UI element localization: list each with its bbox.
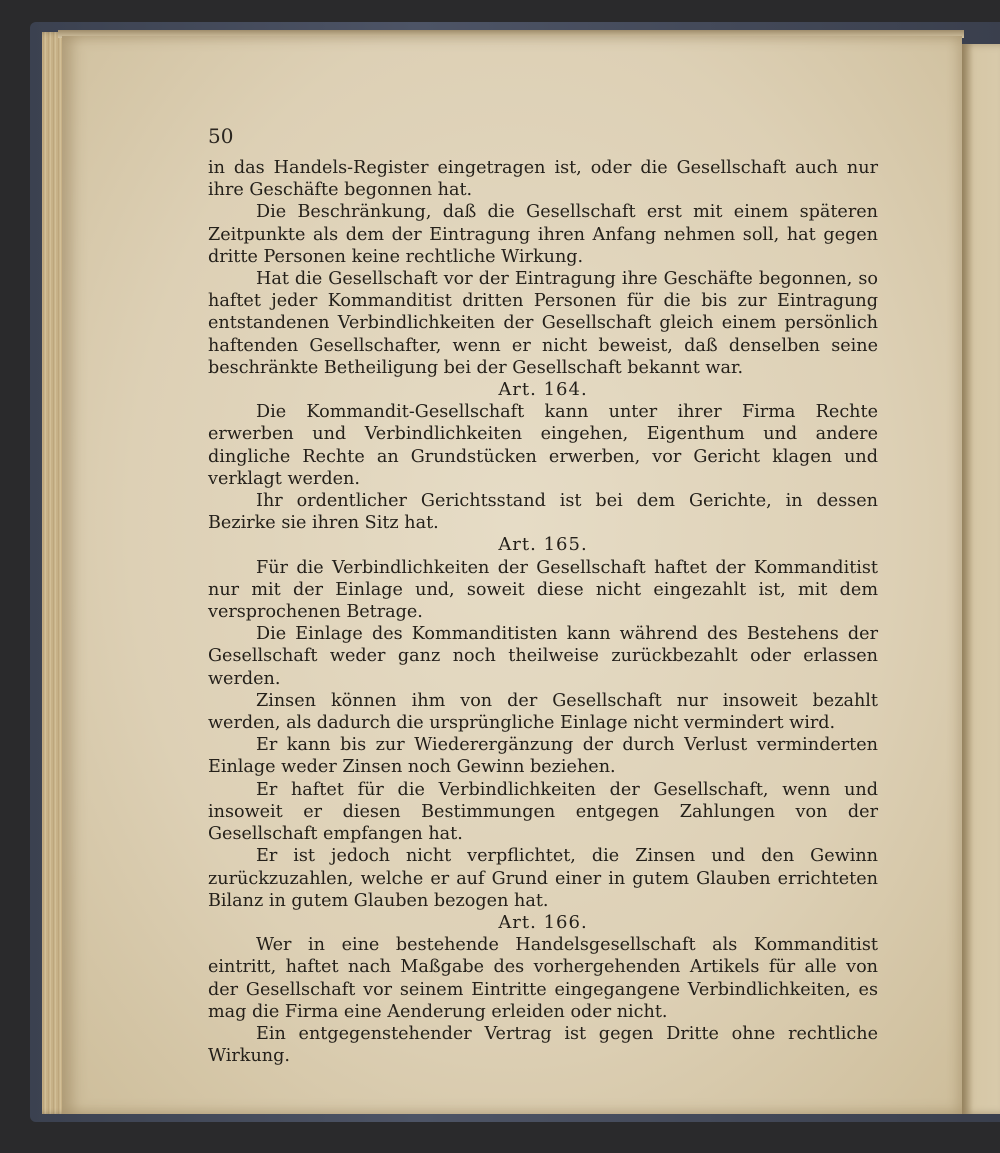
paragraph: Für die Verbindlichkeiten der Gesellschaft haftet der Kommanditist nur mit der Einlage und, soweit diese nicht eingezahlt ist, mit dem versprochenen Betrage. [208,557,878,623]
paragraph: Er ist jedoch nicht verpflichtet, die Zinsen und den Gewinn zurückzuzahlen, welche er auf Grund einer in gutem Glauben errichteten Bilanz in gutem Glauben bezogen hat. [208,846,878,911]
page-number: 50 [208,124,234,148]
paragraph: Er kann bis zur Wiederergänzung der durch Verlust verminderten Einlage weder Zinsen noch Gewinn beziehen. [208,735,878,778]
next-page-edge [962,44,1000,1114]
paragraph: Zinsen können ihm von der Gesellschaft nur insoweit bezahlt werden, als dadurch die ursprüngliche Einlage nicht vermindert wird. [208,690,878,734]
paragraph: Die Einlage des Kommanditisten kann während des Bestehens der Gesellschaft weder ganz noch theilweise zurückbezahlt oder erlassen werden. [208,624,878,689]
paragraph: Die Beschränkung, daß die Gesellschaft erst mit einem späteren Zeitpunkte als dem der Eintragung ihren Anfang nehmen soll, hat gegen dritte Personen keine rechtliche Wirkung. [208,202,878,267]
paragraph: Die Kommandit-Gesellschaft kann unter ihrer Firma Rechte erwerben und Verbindlichkeiten eingehen, Eigenthum und andere dingliche Rechte an Grundstücken erwerben, vor Gericht klagen und verklagt werden. [208,402,878,489]
article-heading-164: Art. 164. [498,379,588,401]
page-text [208,157,878,1067]
paragraph: Wer in eine bestehende Handelsgesellschaft als Kommanditist eintritt, haftet nach Maßgabe des vorhergehenden Artikels für alle von der Gesellschaft vor seinem Eintritte eingegangene Verbindlichkeiten, es mag die Firma eine Aenderung erleiden oder nicht. [208,935,878,1022]
article-heading-165: Art. 165. [498,534,588,556]
paragraph: Hat die Gesellschaft vor der Eintragung ihre Geschäfte begonnen, so haftet jeder Kommanditist dritten Personen für die bis zur Eintragung entstandenen Verbindlichkeiten der Gesellschaft gleich einem persönlich haftenden Gesellschafter, wenn er nicht beweist, daß denselben seine beschränkte Betheiligung bei der Gesellschaft bekannt war. [208,269,878,378]
paragraph: Ihr ordentlicher Gerichtsstand ist bei dem Gerichte, in dessen Bezirke sie ihren Sitz hat. [208,491,878,534]
article-heading-166: Art. 166. [498,911,588,933]
paragraph: Ein entgegenstehender Vertrag ist gegen Dritte ohne rechtliche Wirkung. [208,1023,878,1067]
paragraph: Er haftet für die Verbindlichkeiten der Gesellschaft, wenn und insoweit er diesen Bestimmungen entgegen Zahlungen von der Gesellschaft empfangen hat. [208,779,878,845]
paragraph-continuation: in das Handels-Register eingetragen ist, oder die Gesellschaft auch nur ihre Geschäfte begonnen hat. [208,158,878,201]
